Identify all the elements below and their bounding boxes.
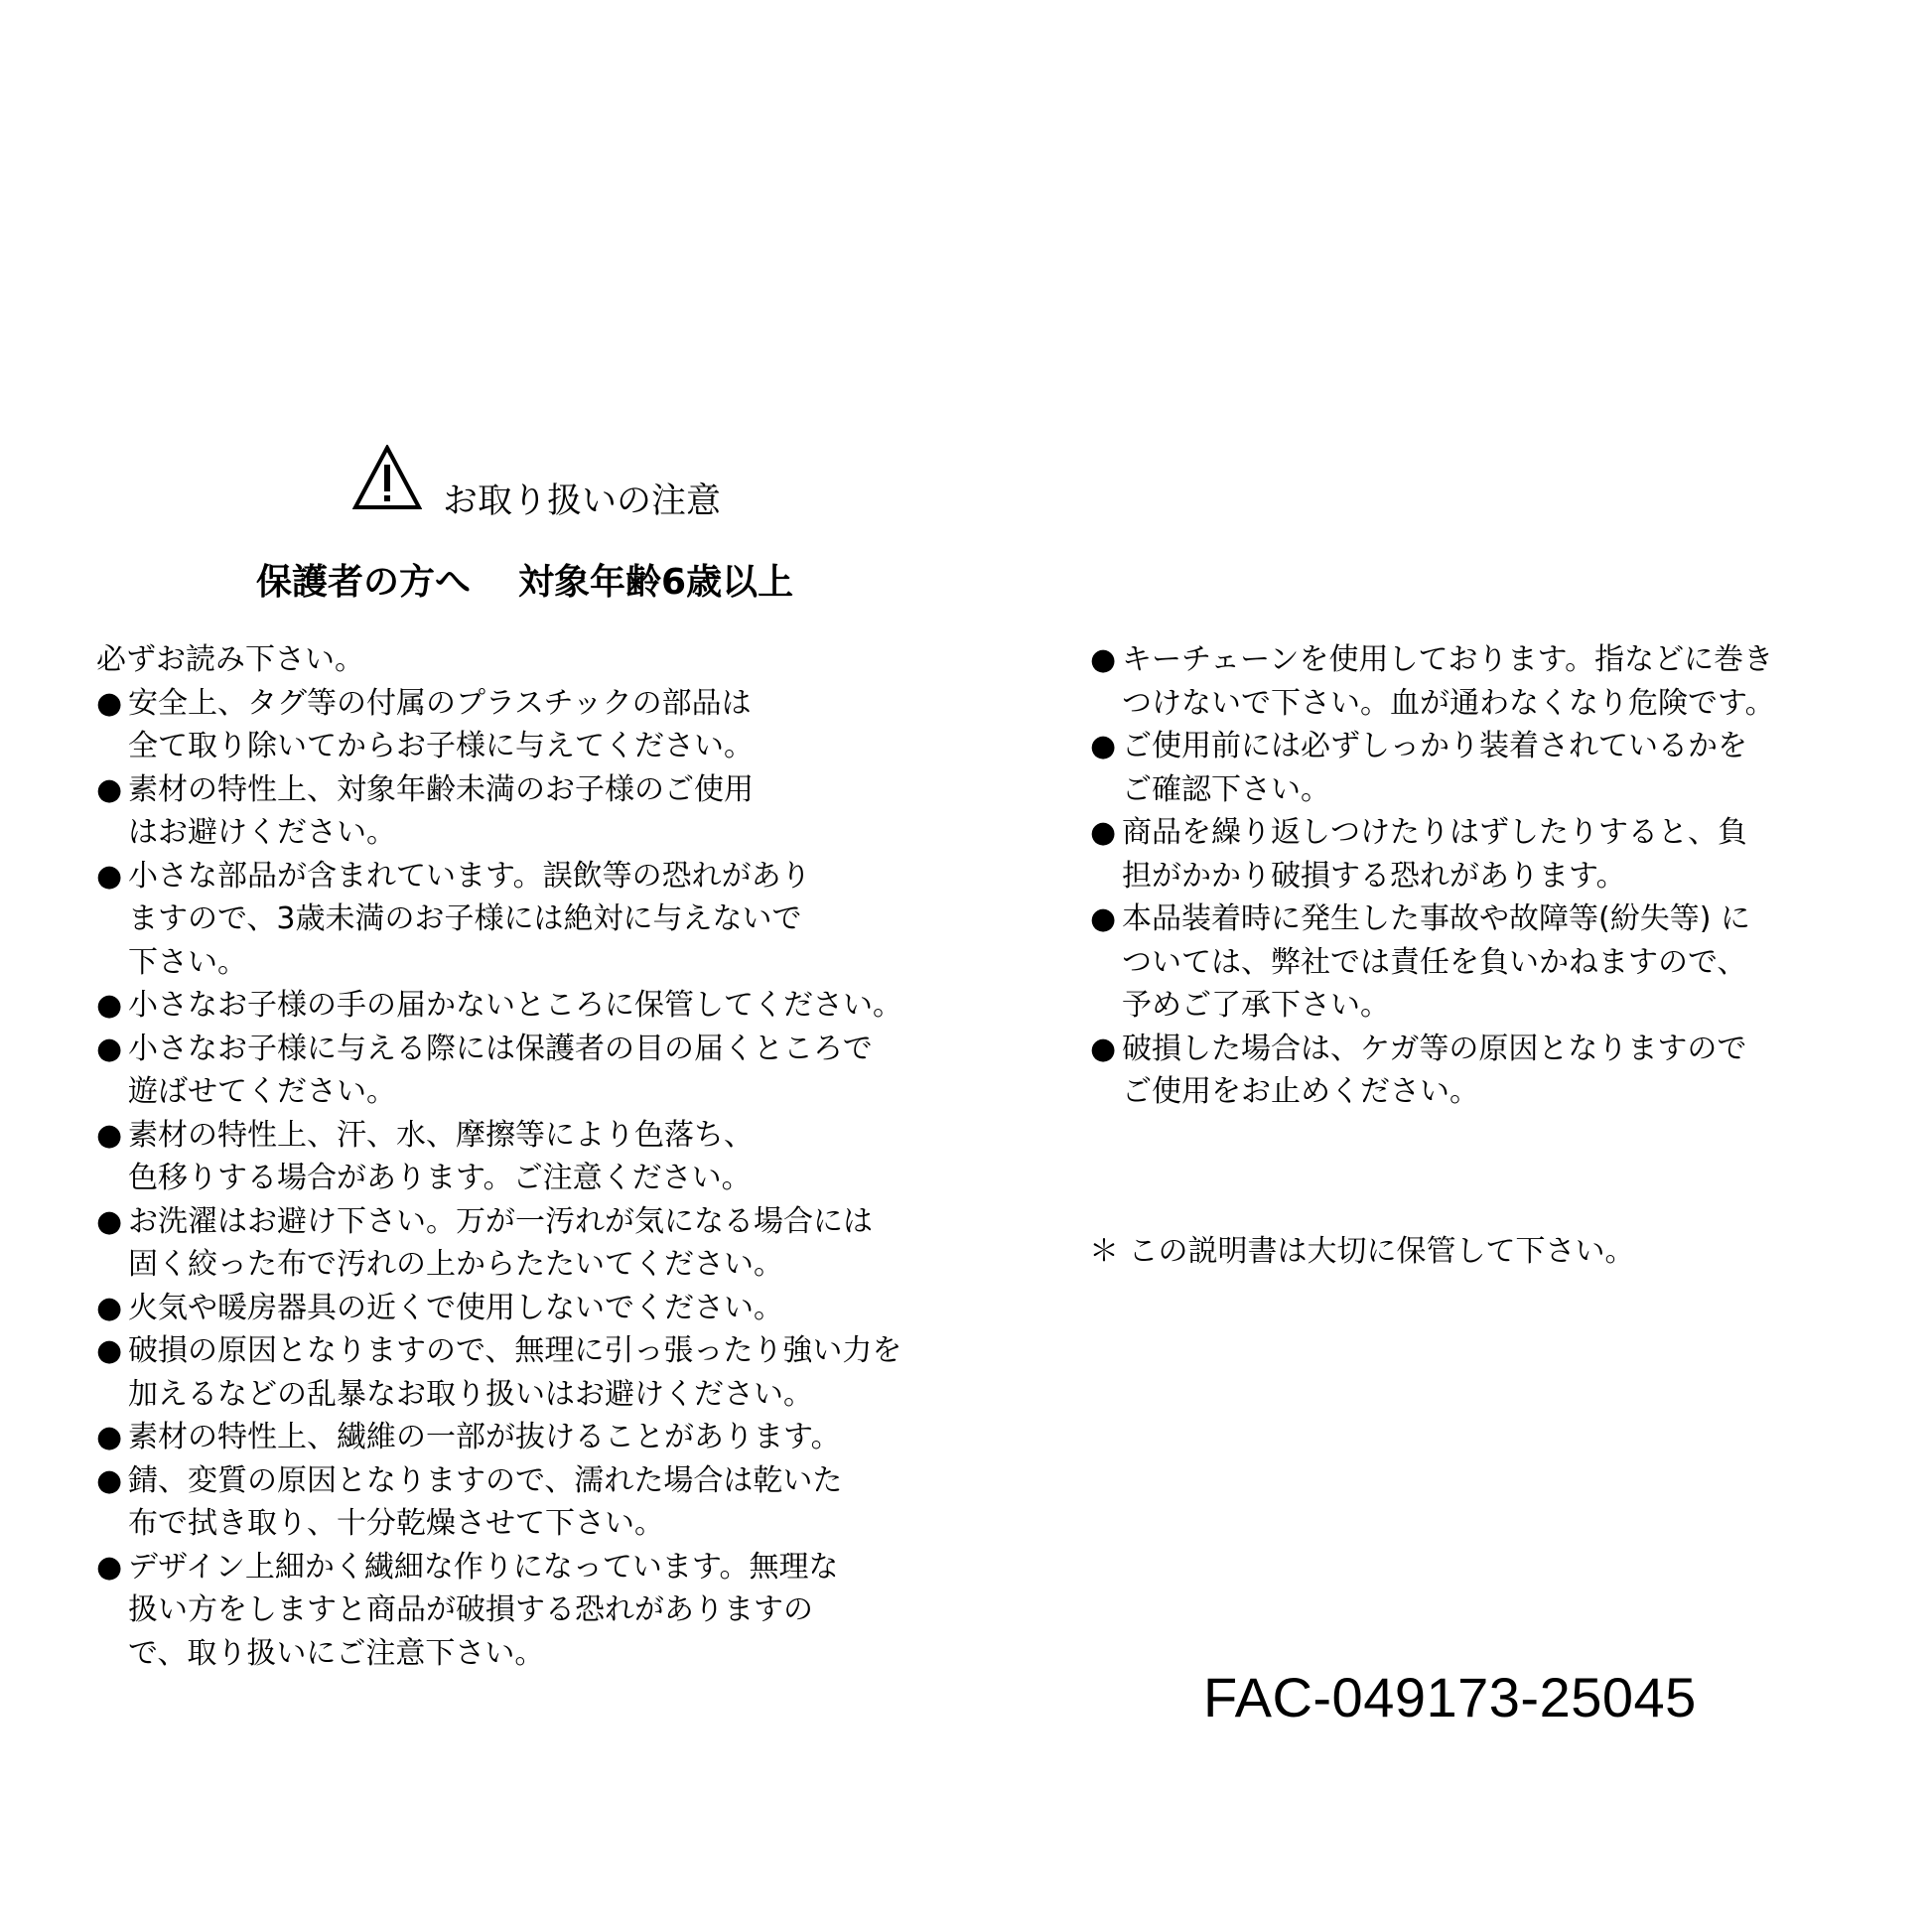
bullet-icon: ● [96,1203,123,1239]
bullet-icon: ● [96,1333,123,1368]
bullet-icon: ● [1090,1031,1117,1066]
guardian-label: 保護者の方へ [256,562,472,603]
bullet-icon: ● [96,1031,123,1066]
bullet-icon: ● [1090,815,1117,850]
item-line: ついては、弊社では責任を負いかねますので、 [1122,944,1747,980]
intro-text: 必ずお読み下さい。 [96,642,364,677]
item-line: 小さなお子様の手の届かないところに保管してください。 [128,988,902,1023]
item-line: 素材の特性上、繊維の一部が抜けることがあります。 [128,1420,841,1454]
item-line: ご使用前には必ずしっかり装着されているかを [1122,729,1747,763]
item-line: 本品装着時に発生した事故や故障等(紛失等) に [1122,901,1750,936]
list-item [1090,725,1864,811]
bullet-icon: ● [96,685,123,721]
list-item [96,1416,920,1459]
item-line: 安全上、タグ等の付属のプラスチックの部品は [128,685,752,721]
item-line: 商品を繰り返しつけたりはずしたりすると、負 [1122,815,1747,850]
list-item [1090,1028,1864,1114]
list-item [96,1114,920,1200]
product-code: FAC-049173-25045 [1203,1666,1697,1728]
list-item [96,682,920,768]
item-line: で、取り扱いにご注意下さい。 [128,1635,545,1671]
right-item-list [1090,638,1864,1114]
bullet-icon: ● [1090,729,1117,763]
bullet-icon: ● [96,771,123,807]
list-item [1090,897,1864,1028]
page-title: お取り扱いの注意 [443,482,722,521]
item-line: ご確認下さい。 [1122,771,1330,807]
item-line: 扱い方をしますと商品が破損する恐れがありますの [128,1592,813,1627]
list-item [1090,638,1864,725]
item-line: はお避けください。 [128,815,396,850]
list-item [96,984,920,1028]
sub-heading [256,554,793,605]
left-column [96,638,920,1675]
item-line: キーチェーンを使用しております。指などに巻き [1122,642,1774,677]
bullet-icon: ● [96,858,123,894]
list-item [96,1459,920,1546]
item-line: デザイン上細かく繊細な作りになっています。無理な [128,1549,839,1585]
bullet-icon: ● [1090,901,1117,936]
item-line: 遊ばせてください。 [128,1074,396,1109]
item-line: 破損の原因となりますので、無理に引っ張ったり強い力を [128,1333,902,1368]
list-item [96,1329,920,1416]
item-line: 担がかかり破損する恐れがあります。 [1122,858,1626,894]
item-line: 固く絞った布で汚れの上からたたいてください。 [128,1247,783,1282]
item-line: 素材の特性上、対象年齢未満のお子様のご使用 [128,771,754,807]
list-item [96,1546,920,1676]
item-line: 錆、変質の原因となりますので、濡れた場合は乾いた [128,1462,843,1498]
list-item [96,855,920,985]
item-line: 破損した場合は、ケガ等の原因となりますので [1122,1031,1747,1066]
bullet-icon: ● [96,988,123,1023]
item-line: 小さなお子様に与える際には保護者の目の届くところで [128,1031,873,1066]
bullet-icon: ● [96,1117,123,1153]
list-item [96,768,920,855]
list-item [96,1287,920,1330]
list-item [96,1200,920,1287]
item-line: 予めご了承下さい。 [1122,988,1390,1023]
item-line: 全て取り除いてからお子様に与えてください。 [128,729,754,763]
bullet-icon: ● [96,1462,123,1498]
bullet-icon: ● [1090,642,1117,677]
keep-manual-note: ＊ この説明書は大切に保管して下さい。 [1089,1234,1635,1269]
item-line: 色移りする場合があります。ご注意ください。 [128,1161,752,1195]
right-column [1090,638,1864,1114]
bullet-icon: ● [96,1420,123,1454]
left-item-list [96,682,920,1676]
item-line: 火気や暖房器具の近くで使用しないでください。 [128,1290,783,1325]
bullet-icon: ● [96,1549,123,1585]
item-line: 小さな部品が含まれています。誤飲等の恐れがあり [128,858,811,894]
item-line: 素材の特性上、汗、水、摩擦等により色落ち、 [128,1117,754,1153]
item-line: つけないで下さい。血が通わなくなり危険です。 [1122,685,1775,721]
item-line: 加えるなどの乱暴なお取り扱いはお避けください。 [128,1376,813,1412]
item-line: ご使用をお止めください。 [1122,1074,1479,1109]
list-item [96,1028,920,1114]
target-age-label: 対象年齢6歳以上 [518,562,794,603]
item-line: 布で拭き取り、十分乾燥させて下さい。 [128,1506,664,1541]
bullet-icon: ● [96,1290,123,1325]
item-line: お洗濯はお避け下さい。万が一汚れが気になる場合には [128,1203,873,1239]
item-line: 下さい。 [128,944,247,980]
list-item [1090,811,1864,897]
item-line: ますので、3歳未満のお子様には絶対に与えないで [128,901,802,936]
warning-triangle-icon [352,445,422,510]
